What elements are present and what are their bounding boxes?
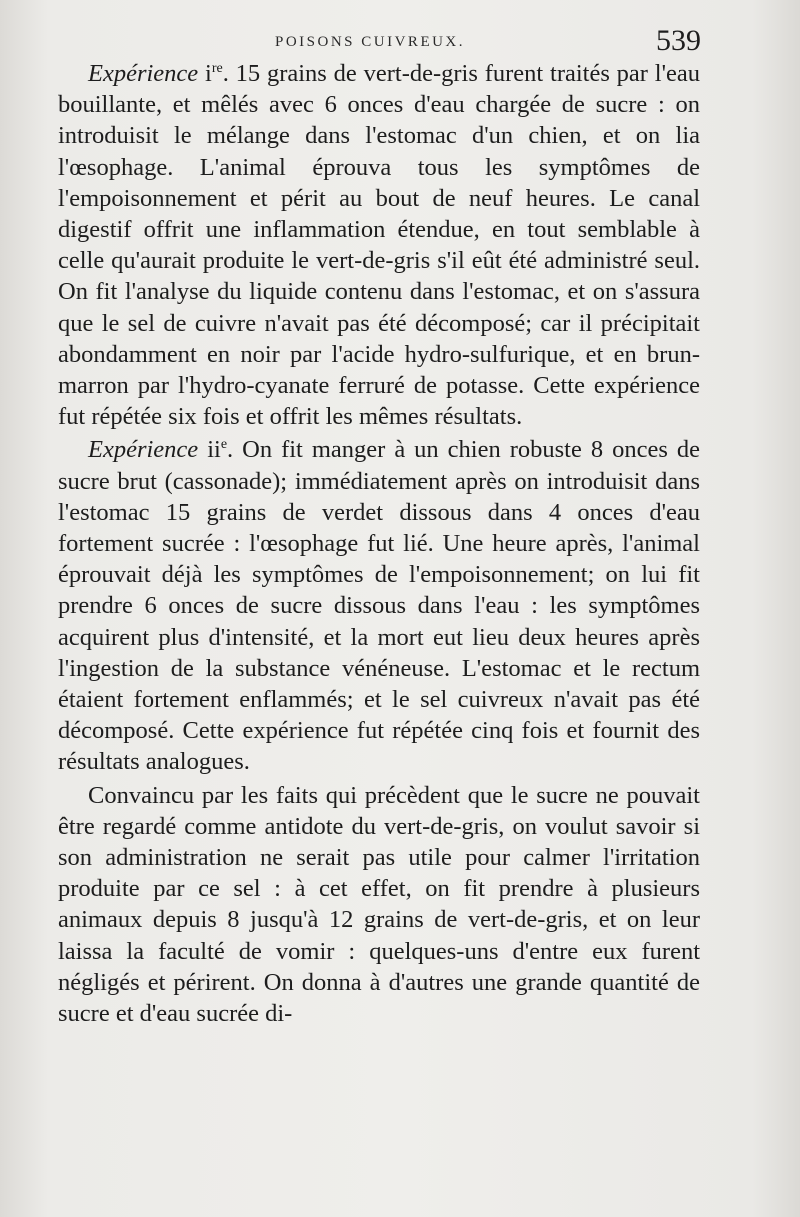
experience-ordinal-suffix: re — [211, 60, 223, 76]
paragraph-conclusion — [58, 780, 700, 1030]
page-number: 539 — [656, 24, 701, 57]
paragraph-text: . 15 grains de vert-de-gris furent traités par l'eau bouillante, et mêlés avec 6 onces d'eau chargée de sucre : on introduisit le mélange dans l'estomac d'un chien, et on lia l'œsophage. L'animal éprouva tous les symptômes de l'empoisonnement et périt au bout de neuf heures. Le canal digestif offrit une inflammation étendue, en tout semblable à celle qu'aurait produite le vert-de-gris s'il eût été administré seul. On fit l'analyse du liquide contenu dans l'estomac, et on s'assura que le sel de cuivre n'avait pas été décomposé; car il précipitait abondamment en noir par l'acide hydro-sulfurique, et en brun-marron par l'hydro-cyanate ferruré de potasse. Cette expérience fut répétée six fois et offrit les mêmes résultats. — [58, 60, 701, 431]
experience-ordinal-suffix: e — [220, 437, 228, 453]
experience-label: Expérience — [88, 60, 199, 87]
experience-label: Expérience — [88, 436, 199, 464]
paragraph-experience-2 — [58, 434, 700, 777]
paragraph-text: . On fit manger à un chien robuste 8 onces de sucre brut (cassonade); immédiatement après on introduisit dans l'estomac 15 grains de verdet dissous dans 4 onces d'eau fortement sucrée : l'œsophage fut lié. Une heure après, l'animal éprouvait déjà les symptômes de l'empoisonnement; on lui fit prendre 6 onces de sucre dissous dans l'eau : les symptômes acquirent plus d'intensité, et la mort eut lieu deux heures après l'ingestion de la substance vénéneuse. L'estomac et le rectum étaient fortement enflammés; et le sel cuivreux n'avait pas été décomposé. Cette expérience fut répétée cinq fois et fournit des résultats analogues. — [58, 436, 700, 776]
running-head: POISONS CUIVREUX. — [275, 34, 466, 50]
body-text — [58, 58, 700, 1029]
experience-ordinal: ii — [207, 436, 221, 464]
experience-ordinal: i — [205, 60, 212, 87]
paragraph-text: Convaincu par les faits qui précèdent que le sucre ne pouvait être regardé comme antidote du vert-de-gris, on voulut savoir si son administration ne serait pas utile pour calmer l'irritation produite par ce sel : à cet effet, on fit prendre à plusieurs animaux depuis 8 jusqu'à 12 grains de vert-de-gris, et on leur laissa la faculté de vomir : quelques-uns d'entre eux furent négligés et périrent. On donna à d'autres une grande quantité de sucre et d'eau sucrée di- — [58, 781, 700, 1028]
paragraph-experience-1 — [58, 58, 700, 432]
